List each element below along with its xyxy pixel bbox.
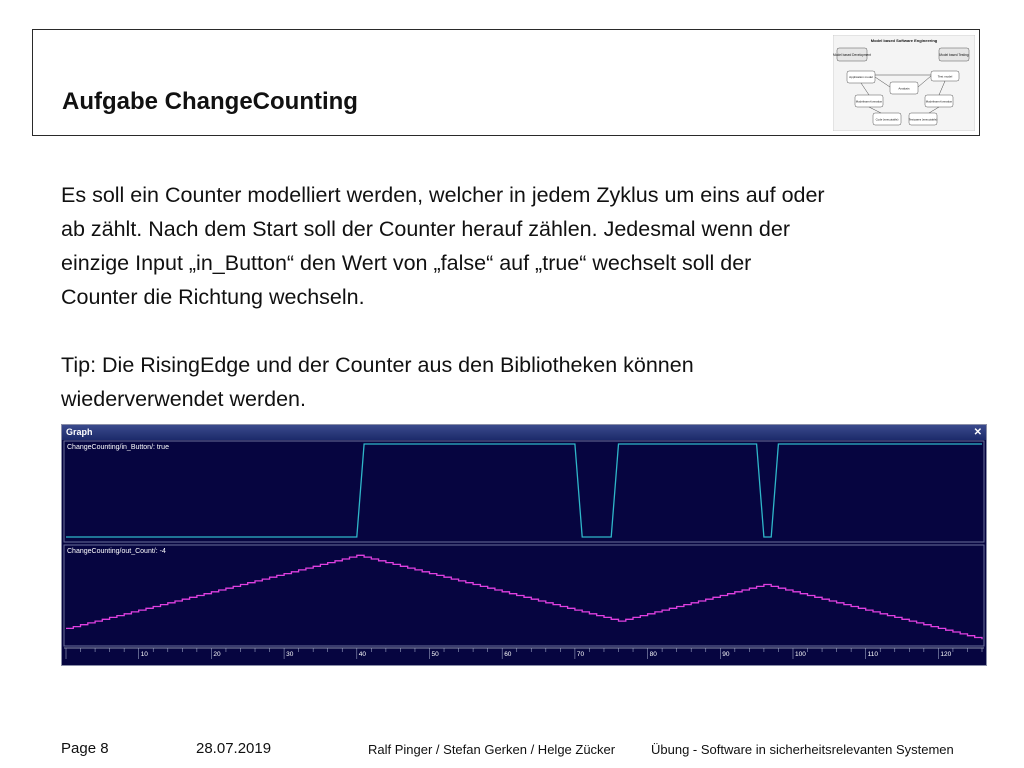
svg-text:Modeltrans-formation: Modeltrans-formation bbox=[855, 99, 883, 104]
task-description bbox=[61, 178, 981, 416]
plot-label-button: ChangeCounting/in_Button/: true bbox=[67, 444, 169, 451]
graph-window-title: Graph bbox=[66, 427, 93, 437]
plot-panel-button bbox=[64, 441, 984, 542]
node-test-model bbox=[931, 71, 959, 81]
graph-titlebar bbox=[62, 425, 986, 440]
task-line-2: ab zählt. Nach dem Start soll der Counter herauf zählen. Jedesmal wenn der bbox=[61, 217, 791, 241]
tip-line-2: wiederverwendet werden. bbox=[61, 387, 306, 411]
series-line-in-button bbox=[66, 444, 982, 537]
node-modeltrans-right bbox=[925, 95, 953, 107]
node-app-model bbox=[847, 71, 875, 83]
x-tick-label: 70 bbox=[576, 651, 585, 658]
x-tick-label: 90 bbox=[722, 651, 730, 658]
svg-text:Model based Testing: Model based Testing bbox=[939, 53, 969, 57]
close-icon[interactable]: ✕ bbox=[973, 427, 982, 438]
x-tick-label: 30 bbox=[286, 651, 294, 658]
task-line-4: Counter die Richtung wechseln. bbox=[61, 285, 365, 309]
mbse-diagram bbox=[833, 35, 975, 131]
mbse-heading: Model based Software Engineering bbox=[870, 38, 938, 43]
node-modeltrans-left bbox=[855, 95, 883, 107]
footer-authors: Ralf Pinger / Stefan Gerken / Helge Zücker bbox=[368, 742, 616, 757]
svg-text:Modeltrans-formation: Modeltrans-formation bbox=[925, 99, 953, 104]
node-code bbox=[873, 113, 901, 125]
svg-text:Model based Development: Model based Development bbox=[833, 53, 871, 57]
node-mbd bbox=[833, 48, 871, 61]
footer-date: 28.07.2019 bbox=[196, 740, 272, 757]
x-axis-ticks bbox=[66, 648, 982, 659]
x-tick-label: 120 bbox=[940, 651, 952, 658]
plot-label-count: ChangeCounting/out_Count/: -4 bbox=[67, 548, 166, 555]
svg-text:Testcases (executable): Testcases (executable) bbox=[908, 117, 938, 122]
svg-text:Analysis: Analysis bbox=[898, 86, 910, 91]
tip-line-1: Tip: Die RisingEdge und der Counter aus den Bibliotheken können bbox=[61, 353, 694, 377]
graph-window bbox=[61, 424, 987, 666]
x-tick-label: 50 bbox=[431, 651, 439, 658]
x-tick-label: 60 bbox=[504, 651, 512, 658]
x-tick-label: 110 bbox=[867, 651, 879, 658]
task-line-3: einzige Input „in_Button“ den Wert von „false“ auf „true“ wechselt soll der bbox=[61, 251, 752, 275]
svg-text:Test model: Test model bbox=[937, 74, 953, 79]
task-line-1: Es soll ein Counter modelliert werden, welcher in jedem Zyklus um eins auf oder bbox=[61, 183, 825, 207]
graph-plots bbox=[62, 440, 986, 665]
x-tick-label: 80 bbox=[649, 651, 657, 658]
series-line-out-count bbox=[66, 555, 982, 639]
node-analysis bbox=[890, 82, 918, 94]
footer-page-number: Page 8 bbox=[61, 740, 109, 757]
x-tick-label: 10 bbox=[140, 651, 148, 658]
svg-text:Code (executable): Code (executable) bbox=[875, 117, 899, 122]
x-tick-label: 100 bbox=[794, 651, 806, 658]
svg-text:Application model: Application model bbox=[849, 75, 873, 79]
x-tick-label: 20 bbox=[213, 651, 221, 658]
node-testcases bbox=[909, 113, 938, 125]
footer-course: Übung - Software in sicherheitsrelevanten Systemen bbox=[651, 742, 954, 757]
header-box bbox=[32, 29, 980, 136]
x-tick-label: 40 bbox=[358, 651, 367, 658]
slide-title: Aufgabe ChangeCounting bbox=[62, 88, 358, 115]
node-mbt bbox=[939, 48, 969, 61]
